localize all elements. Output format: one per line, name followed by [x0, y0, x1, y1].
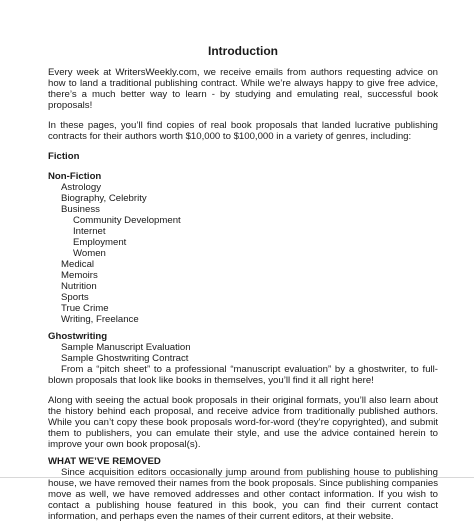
- spacer: [48, 162, 438, 171]
- list-item-internet: Internet: [73, 226, 106, 237]
- page-bottom-divider: [0, 477, 474, 478]
- list-item-manuscript-evaluation: Sample Manuscript Evaluation: [61, 342, 191, 353]
- spacer: [48, 386, 438, 395]
- list-item-memoirs: Memoirs: [61, 270, 98, 281]
- list-item-biography: Biography, Celebrity: [61, 193, 147, 204]
- list-item-medical: Medical: [61, 259, 95, 270]
- fiction-heading: Fiction: [48, 151, 80, 162]
- list-item-community-development: Community Development: [73, 215, 181, 226]
- genres-paragraph: In these pages, you’ll find copies of real book proposals that landed lucrative publishing contracts for their authors worth $10,000 to $100,000 in a variety of genres, including:: [48, 120, 438, 142]
- pitch-paragraph: From a “pitch sheet” to a professional “manuscript evaluation” by a ghostwriter, to full-blown proposals that look like books in themselves, you’ll find it all right here!: [48, 364, 438, 386]
- ghostwriting-heading: Ghostwriting: [48, 331, 108, 342]
- list-item-ghostwriting-contract: Sample Ghostwriting Contract: [61, 353, 189, 364]
- list-item-sports: Sports: [61, 292, 89, 303]
- list-item-women: Women: [73, 248, 106, 259]
- intro-paragraph: Every week at WritersWeekly.com, we receive emails from authors requesting advice on how to land a traditional publishing contract. While we’re always happy to give free advice, there’s a much better way to learn - by studying and emulating real, successful book proposals!: [48, 67, 438, 111]
- removed-heading: WHAT WE’VE REMOVED: [48, 456, 161, 467]
- spacer: [48, 111, 438, 120]
- nonfiction-heading: Non-Fiction: [48, 171, 102, 182]
- list-item-nutrition: Nutrition: [61, 281, 97, 292]
- spacer: [48, 142, 438, 151]
- list-item-employment: Employment: [73, 237, 127, 248]
- list-item-astrology: Astrology: [61, 182, 101, 193]
- list-item-writing-freelance: Writing, Freelance: [61, 314, 139, 325]
- list-item-true-crime: True Crime: [61, 303, 109, 314]
- page-title: Introduction: [208, 44, 278, 58]
- list-item-business: Business: [61, 204, 100, 215]
- along-paragraph: Along with seeing the actual book proposals in their original formats, you’ll also learn about the history behind each proposal, and receive advice from traditionally published authors. While you can’t copy these book proposals word-for-word (they’re copyrighted), and submit them to publishers, you can emulate their style, and use the advice contained herein to improve your own book proposal(s).: [48, 395, 438, 450]
- removed-paragraph: Since acquisition editors occasionally jump around from publishing house to publishing house, we have removed their names from the book proposals. Since publishing companies move as well, we have removed addresses and other contact information. If you wish to contact a publishing house featured in this book, you can find their current contact information, and perhaps even the names of their current editors, at their website.: [48, 467, 438, 522]
